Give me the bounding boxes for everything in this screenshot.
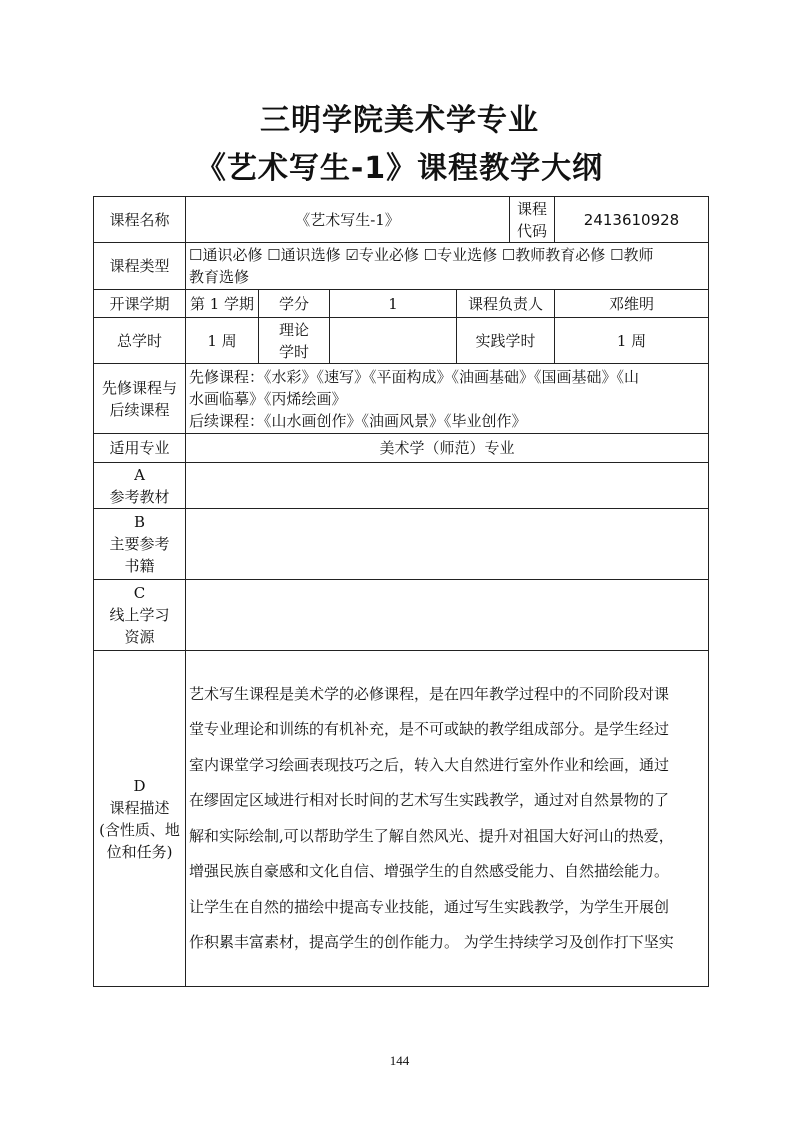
- label-credit: 学分: [259, 290, 330, 318]
- label-course-code-line-2: 代码: [516, 221, 547, 240]
- value-credit: 1: [330, 290, 457, 318]
- value-applicable-major: 美术学（师范）专业: [186, 434, 709, 463]
- label-theory-hours-line-2: 学时: [278, 342, 309, 361]
- prerequisites-line-3: 后续课程：《山水画创作》《油画风景》《毕业创作》: [189, 411, 527, 430]
- label-practice-hours: 实践学时: [457, 318, 555, 364]
- course-type-options: [186, 243, 709, 290]
- row-applicable-major: [94, 434, 709, 463]
- row-prerequisites: [94, 364, 709, 434]
- description-line: 作积累丰富素材，提高学生的创作能力。 为学生持续学习及创作打下坚实: [189, 933, 674, 951]
- prerequisites-line-2: 水画临摹》《丙烯绘画》: [189, 389, 347, 408]
- description-line: 解和实际绘制,可以帮助学生了解自然风光、提升对祖国大好河山的热爱，: [189, 826, 674, 845]
- value-theory-hours: [330, 318, 457, 364]
- row-term: [94, 290, 709, 318]
- label-reference-books: [94, 509, 186, 580]
- label-total-hours: 总学时: [94, 318, 186, 364]
- row-textbook: [94, 463, 709, 509]
- course-type-options-line-1: ☐通识必修 ☐通识选修 ☑专业必修 ☐专业选修 ☐教师教育必修 ☐教师: [189, 246, 654, 264]
- value-total-hours: 1 周: [186, 318, 259, 364]
- label-prerequisites: [94, 364, 186, 434]
- label-course-description-letter: D: [133, 776, 146, 795]
- label-course-description-line-1: 课程描述: [109, 798, 170, 817]
- label-theory-hours-line-1: 理论: [278, 320, 309, 339]
- label-reference-books-line-1: 主要参考: [109, 535, 170, 553]
- value-term: 第 1 学期: [186, 290, 259, 318]
- label-textbook-letter: A: [134, 465, 145, 484]
- label-reference-books-line-2: 书籍: [124, 557, 155, 575]
- label-textbook-text: 参考教材: [109, 487, 170, 506]
- row-online-resources: [94, 580, 709, 651]
- label-course-code: [510, 197, 555, 243]
- value-online-resources: [186, 580, 709, 651]
- label-course-description-line-2: (含性质、地: [99, 820, 180, 839]
- row-reference-books: [94, 509, 709, 580]
- document-title-line-1: 三明学院美术学专业: [260, 103, 539, 138]
- value-prerequisites: [186, 364, 709, 434]
- label-applicable-major: 适用专业: [94, 434, 186, 463]
- course-type-options-line-2: 教育选修: [189, 268, 250, 286]
- value-course-name: 《艺术写生-1》: [186, 197, 510, 243]
- label-course-code-line-1: 课程: [516, 199, 547, 218]
- label-online-resources-line-2: 资源: [124, 628, 155, 646]
- page-number: 144: [389, 1053, 410, 1068]
- label-reference-books-letter: B: [133, 513, 146, 531]
- row-course-name: [94, 197, 709, 243]
- description-line: 堂专业理论和训练的有机补充，是不可或缺的教学组成部分。是学生经过: [189, 720, 670, 738]
- syllabus-table: [93, 196, 709, 987]
- description-line: 在缪固定区域进行相对长时间的艺术写生实践教学，通过对自然景物的了: [189, 791, 670, 809]
- value-textbook: [186, 463, 709, 509]
- label-prerequisites-line-1: 先修课程与: [101, 378, 177, 397]
- description-line: 艺术写生课程是美术学的必修课程，是在四年教学过程中的不同阶段对课: [189, 684, 670, 703]
- label-course-owner: 课程负责人: [457, 290, 555, 318]
- row-course-description: [94, 651, 709, 987]
- label-online-resources: [94, 580, 186, 651]
- label-course-description: [94, 651, 186, 987]
- row-course-type: [94, 243, 709, 290]
- value-practice-hours: 1 周: [555, 318, 709, 364]
- label-course-name: 课程名称: [94, 197, 186, 243]
- label-textbook: [94, 463, 186, 509]
- value-reference-books: [186, 509, 709, 580]
- row-hours: [94, 318, 709, 364]
- value-course-owner: 邓维明: [555, 290, 709, 318]
- prerequisites-line-1: 先修课程：《水彩》《速写》《平面构成》《油画基础》《国画基础》《山: [189, 367, 640, 386]
- label-term: 开课学期: [94, 290, 186, 318]
- description-line: 室内课堂学习绘画表现技巧之后，转入大自然进行室外作业和绘画，通过: [189, 755, 670, 774]
- description-line: 让学生在自然的描绘中提高专业技能，通过写生实践教学，为学生开展创: [189, 897, 670, 916]
- document-title-line-2: 《艺术写生-1》课程教学大纲: [195, 151, 604, 186]
- value-course-description: [186, 651, 709, 987]
- label-theory-hours: [259, 318, 330, 364]
- value-course-code: 2413610928: [555, 197, 709, 243]
- description-line: 增强民族自豪感和文化自信、增强学生的自然感受能力、自然描绘能力。: [189, 862, 670, 880]
- label-prerequisites-line-2: 后续课程: [109, 400, 170, 419]
- label-course-type: 课程类型: [94, 243, 186, 290]
- label-course-description-line-3: 位和任务): [106, 842, 173, 861]
- label-online-resources-line-1: 线上学习: [109, 606, 170, 624]
- label-online-resources-letter: C: [133, 584, 146, 602]
